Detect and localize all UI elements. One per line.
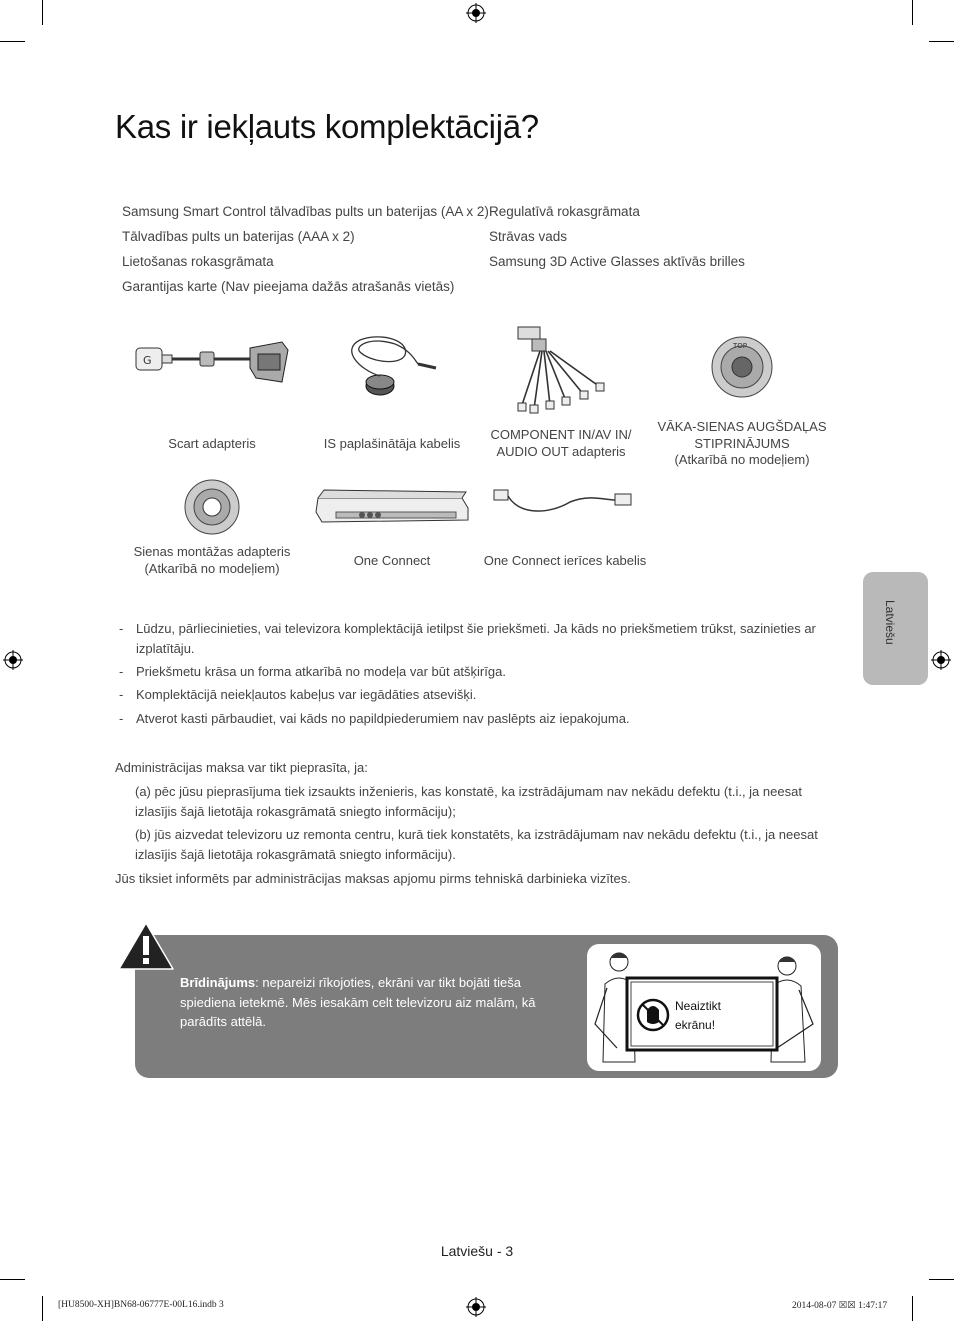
component-av-adapter-icon	[510, 325, 610, 415]
accessory-caption: IS paplašinātāja kabelis	[323, 436, 461, 451]
ir-extender-cable-icon	[340, 330, 440, 405]
crop-mark	[42, 0, 43, 25]
included-item: Tālvadības pults un baterijas (AAA x 2)	[122, 229, 355, 244]
accessory-caption: VĀKA-SIENAS AUGŠDAĻAS STIPRINĀJUMS (Atkarībā no modeļiem)	[657, 419, 827, 467]
crop-mark	[0, 1279, 25, 1280]
one-connect-cable-icon	[490, 486, 640, 518]
included-item: Regulatīvā rokasgrāmata	[489, 204, 640, 219]
included-item: Strāvas vads	[489, 229, 568, 244]
accessory-caption: Scart adapteris	[168, 436, 256, 451]
print-file-info: [HU8500-XH]BN68-06777E-00L16.indb 3	[58, 1300, 224, 1310]
crop-mark	[0, 41, 25, 42]
admin-outro: Jūs tiksiet informēts par administrācijas maksas apjomu pirms tehniskā darbinieka vizītes.	[115, 871, 631, 886]
accessory-caption: Sienas montāžas adapteris (Atkarībā no modeļiem)	[133, 544, 291, 576]
included-item: Garantijas karte (Nav pieejama dažās atrašanās vietās)	[122, 279, 455, 294]
registration-mark-icon	[931, 650, 951, 670]
crop-mark	[929, 41, 954, 42]
print-date-info: 2014-08-07 ☒☒ 1:47:17	[792, 1301, 888, 1311]
admin-case-b: (b) jūs aizvedat televizoru uz remonta centru, kurā tiek konstatēts, ka izstrādājumam nav nekādu defektu (t.i., ja neesat izlasījis šajā lietotāja rokasgrāmatā sniegto informāciju).	[135, 827, 818, 862]
accessory-caption: One Connect	[353, 553, 431, 568]
svg-text:G: G	[143, 354, 152, 367]
language-side-tab-label: Latviešu	[883, 600, 897, 645]
top-label: TOP	[733, 342, 748, 350]
note-item: - Komplektācijā neiekļautos kabeļus var iegādāties atsevišķi.	[119, 687, 477, 702]
registration-mark-icon	[3, 650, 23, 670]
note-item: - Lūdzu, pārliecinieties, vai televizora komplektācijā ietilpst šie priekšmeti. Ja kāds no priekšmetiem trūkst, sazinieties ar izplatītāju.	[119, 621, 816, 656]
crop-mark	[912, 0, 913, 25]
note-item: - Priekšmetu krāsa un forma atkarībā no modeļa var būt atšķirīga.	[119, 664, 506, 679]
page-footer: Latviešu - 3	[440, 1243, 514, 1259]
warning-triangle-icon	[117, 921, 175, 971]
registration-mark-icon	[466, 3, 486, 23]
cover-wall-mount-icon	[709, 336, 775, 398]
included-item: Samsung 3D Active Glasses aktīvās brilles	[489, 254, 745, 269]
included-item: Lietošanas rokasgrāmata	[122, 254, 274, 269]
crop-mark	[929, 1279, 954, 1280]
crop-mark	[42, 1296, 43, 1321]
warning-text: Brīdinājums: nepareizi rīkojoties, ekrāni var tikt bojāti tieša spiediena ietekmē. Mēs iesakām celt televizoru aiz malām, kā parādīts attēlā.	[180, 975, 536, 1029]
scart-adapter-icon	[132, 338, 292, 388]
language-side-tab	[863, 572, 928, 685]
accessory-caption: COMPONENT IN/AV IN/ AUDIO OUT adapteris	[490, 427, 632, 459]
tv-lifting-illustration	[587, 944, 821, 1071]
admin-case-a: (a) pēc jūsu pieprasījuma tiek izsaukts inženieris, kas konstatē, ka izstrādājumam nav nekādu defektu (t.i., ja neesat izlasījis šajā lietotāja rokasgrāmatā sniegto informāciju);	[135, 784, 802, 819]
included-item: Samsung Smart Control tālvadības pults un baterijas (AA x 2)	[122, 204, 489, 219]
one-connect-icon	[312, 488, 472, 530]
do-not-touch-label: Neaiztikt ekrānu!	[675, 999, 722, 1032]
accessory-caption: One Connect ierīces kabelis	[483, 553, 647, 568]
admin-intro: Administrācijas maksa var tikt pieprasīta, ja:	[115, 760, 368, 775]
page-title: Kas ir iekļauts komplektācijā?	[115, 108, 539, 145]
note-item: - Atverot kasti pārbaudiet, vai kāds no papildpiederumiem nav paslēpts aiz iepakojuma.	[119, 711, 630, 726]
registration-mark-icon	[466, 1297, 486, 1317]
wall-mount-adapter-icon	[183, 478, 241, 536]
crop-mark	[912, 1296, 913, 1321]
